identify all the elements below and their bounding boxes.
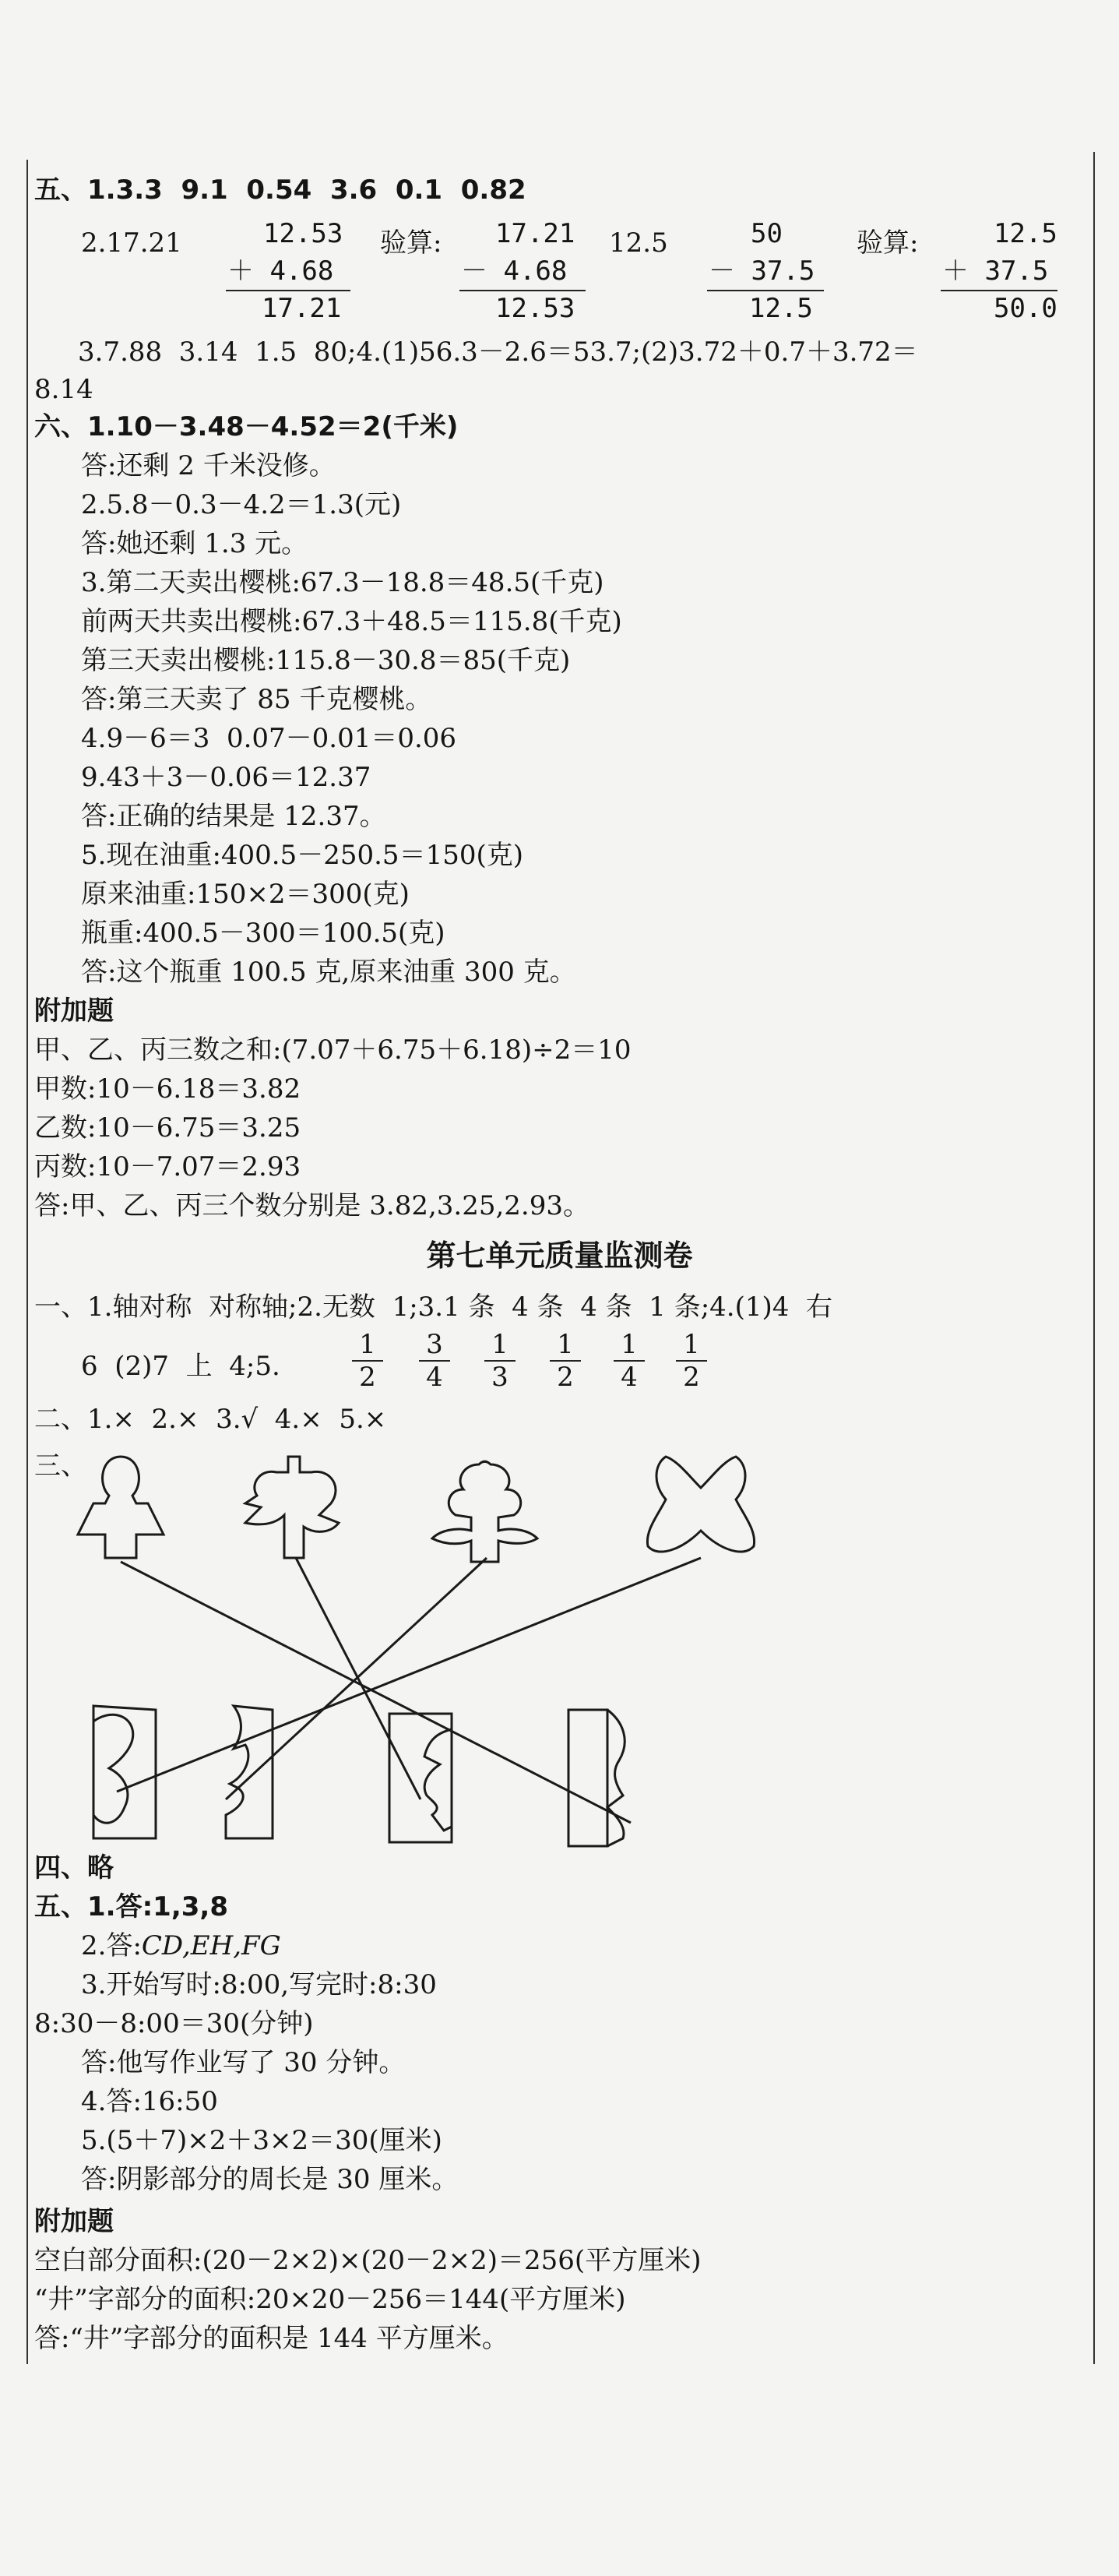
s6-line: 答:第三天卖了 85 千克樱桃。 [81,684,432,715]
fraction-numerator: 1 [676,1329,707,1362]
calc3-top: 50 [751,218,783,249]
s5-line2-label: 2.17.21 [81,227,182,259]
unit7-q5-line2 [81,1929,281,1963]
half-shape-4 [568,1710,625,1846]
fraction-denominator: 4 [426,1362,443,1393]
s6-line: 第三天卖出樱桃:115.8－30.8＝85(千克) [81,645,571,676]
extra1-heading: 附加题 [34,996,114,1027]
tree-shape [245,1457,339,1558]
half-shape-3 [389,1714,452,1842]
fraction-numerator: 1 [484,1329,516,1362]
extra1-line: 甲数:10－6.18＝3.82 [34,1073,301,1105]
s6-line: 六、1.10－3.48－4.52＝2(千米) [34,411,459,442]
s6-line: 2.5.8－0.3－4.2＝1.3(元) [81,489,402,520]
unit7-extra-heading: 附加题 [34,2206,114,2237]
s5-line4: 8.14 [34,374,93,405]
fraction [484,1329,516,1393]
fraction-numerator: 1 [550,1329,581,1362]
unit7-q1-line1: 一、1.轴对称 对称轴;2.无数 1;3.1 条 4 条 4 条 1 条;4.(1)4 右 [34,1292,832,1323]
extra1-line: 乙数:10－6.75＝3.25 [34,1112,301,1144]
s6-line: 9.43＋3－0.06＝12.37 [81,762,371,793]
q5-line2-prefix: 2.答: [81,1930,142,1961]
unit7-q5-line: 8:30－8:00＝30(分钟) [34,2008,314,2039]
extra1-line: 甲、乙、丙三数之和:(7.07＋6.75＋6.18)÷2＝10 [34,1034,632,1066]
fraction-denominator: 4 [621,1362,638,1393]
s6-line: 答:正确的结果是 12.37。 [81,801,386,832]
unit7-extra-line: “井”字部分的面积:20×20－256＝144(平方厘米) [34,2284,626,2315]
s5-line1: 五、1.3.3 9.1 0.54 3.6 0.1 0.82 [34,174,526,206]
unit7-q1-line2: 6 (2)7 上 4;5. [81,1351,280,1382]
s6-line: 原来油重:150×2＝300(克) [81,879,410,910]
s6-line: 4.9－6＝3 0.07－0.01＝0.06 [81,723,457,754]
calc4-result: 50.0 [994,293,1057,324]
unit7-extra-line: 答:“井”字部分的面积是 144 平方厘米。 [34,2323,508,2354]
match-line [121,1562,631,1823]
unit7-extra-line: 空白部分面积:(20－2×2)×(20－2×2)＝256(平方厘米) [34,2245,702,2276]
unit7-q4: 四、略 [34,1852,114,1884]
fraction [352,1329,383,1393]
calc1-op: ＋ 4.68 [227,255,334,287]
unit7-q5-line: 答:阴影部分的周长是 30 厘米。 [81,2164,459,2195]
s5-line3: 3.7.88 3.14 1.5 80;4.(1)56.3－2.6＝53.7;(2)3.72＋0.7＋3.72＝ [78,337,918,368]
person-shape [78,1457,164,1558]
calc2-op: － 4.68 [461,255,568,287]
s6-line: 瓶重:400.5－300＝100.5(克) [81,918,445,949]
unit7-q3-label: 三、 [34,1450,87,1482]
s6-line: 答:还剩 2 千米没修。 [81,450,336,481]
half-shape-2 [226,1706,273,1838]
s6-line: 前两天共卖出樱桃:67.3＋48.5＝115.8(千克) [81,606,622,637]
calc2-top: 17.21 [495,218,575,249]
match-line [117,1558,701,1792]
fraction [676,1329,707,1393]
calc3-op: － 37.5 [709,255,815,287]
calc4-top: 12.5 [994,218,1057,249]
fraction [614,1329,645,1393]
s6-line: 5.现在油重:400.5－250.5＝150(克) [81,840,523,871]
unit7-q5-line: 5.(5＋7)×2＋3×2＝30(厘米) [81,2125,442,2156]
fraction-numerator: 1 [614,1329,645,1362]
unit7-q5-line: 答:他写作业写了 30 分钟。 [81,2047,406,2078]
flower-tree-shape [432,1461,537,1562]
q5-line2-segments: CD,EH,FG [141,1930,281,1961]
calc2-result: 12.53 [495,293,575,324]
fraction-denominator: 2 [359,1362,376,1393]
fraction-denominator: 2 [683,1362,700,1393]
calc4-op: ＋ 37.5 [942,255,1049,287]
fraction [419,1329,450,1393]
calc3-result: 12.5 [749,293,813,324]
check1-label: 验算: [380,227,442,259]
s6-line: 答:这个瓶重 100.5 克,原来油重 300 克。 [81,957,576,988]
fraction-denominator: 2 [557,1362,574,1393]
butterfly-shape [647,1457,754,1552]
unit7-title: 第七单元质量监测卷 [426,1239,693,1273]
fraction-numerator: 1 [352,1329,383,1362]
matching-figure [62,1441,841,1854]
mid-value: 12.5 [609,227,668,259]
unit7-q5-line: 3.开始写时:8:00,写完时:8:30 [81,1969,437,2000]
fraction [550,1329,581,1393]
unit7-q5-line: 4.答:16:50 [81,2086,218,2117]
calc1-result: 17.21 [262,293,342,324]
fraction-denominator: 3 [491,1362,508,1393]
unit7-q2: 二、1.× 2.× 3.√ 4.× 5.× [34,1404,387,1435]
half-shape-1 [93,1706,156,1838]
s6-line: 答:她还剩 1.3 元。 [81,528,308,559]
unit7-q5-line1: 五、1.答:1,3,8 [34,1891,228,1922]
s6-line: 3.第二天卖出樱桃:67.3－18.8＝48.5(千克) [81,567,604,598]
calc1-top: 12.53 [263,218,343,249]
check2-label: 验算: [857,227,919,259]
match-line [226,1558,487,1799]
extra1-line: 丙数:10－7.07＝2.93 [34,1151,301,1182]
extra1-line: 答:甲、乙、丙三个数分别是 3.82,3.25,2.93。 [34,1190,589,1221]
fraction-numerator: 3 [419,1329,450,1362]
